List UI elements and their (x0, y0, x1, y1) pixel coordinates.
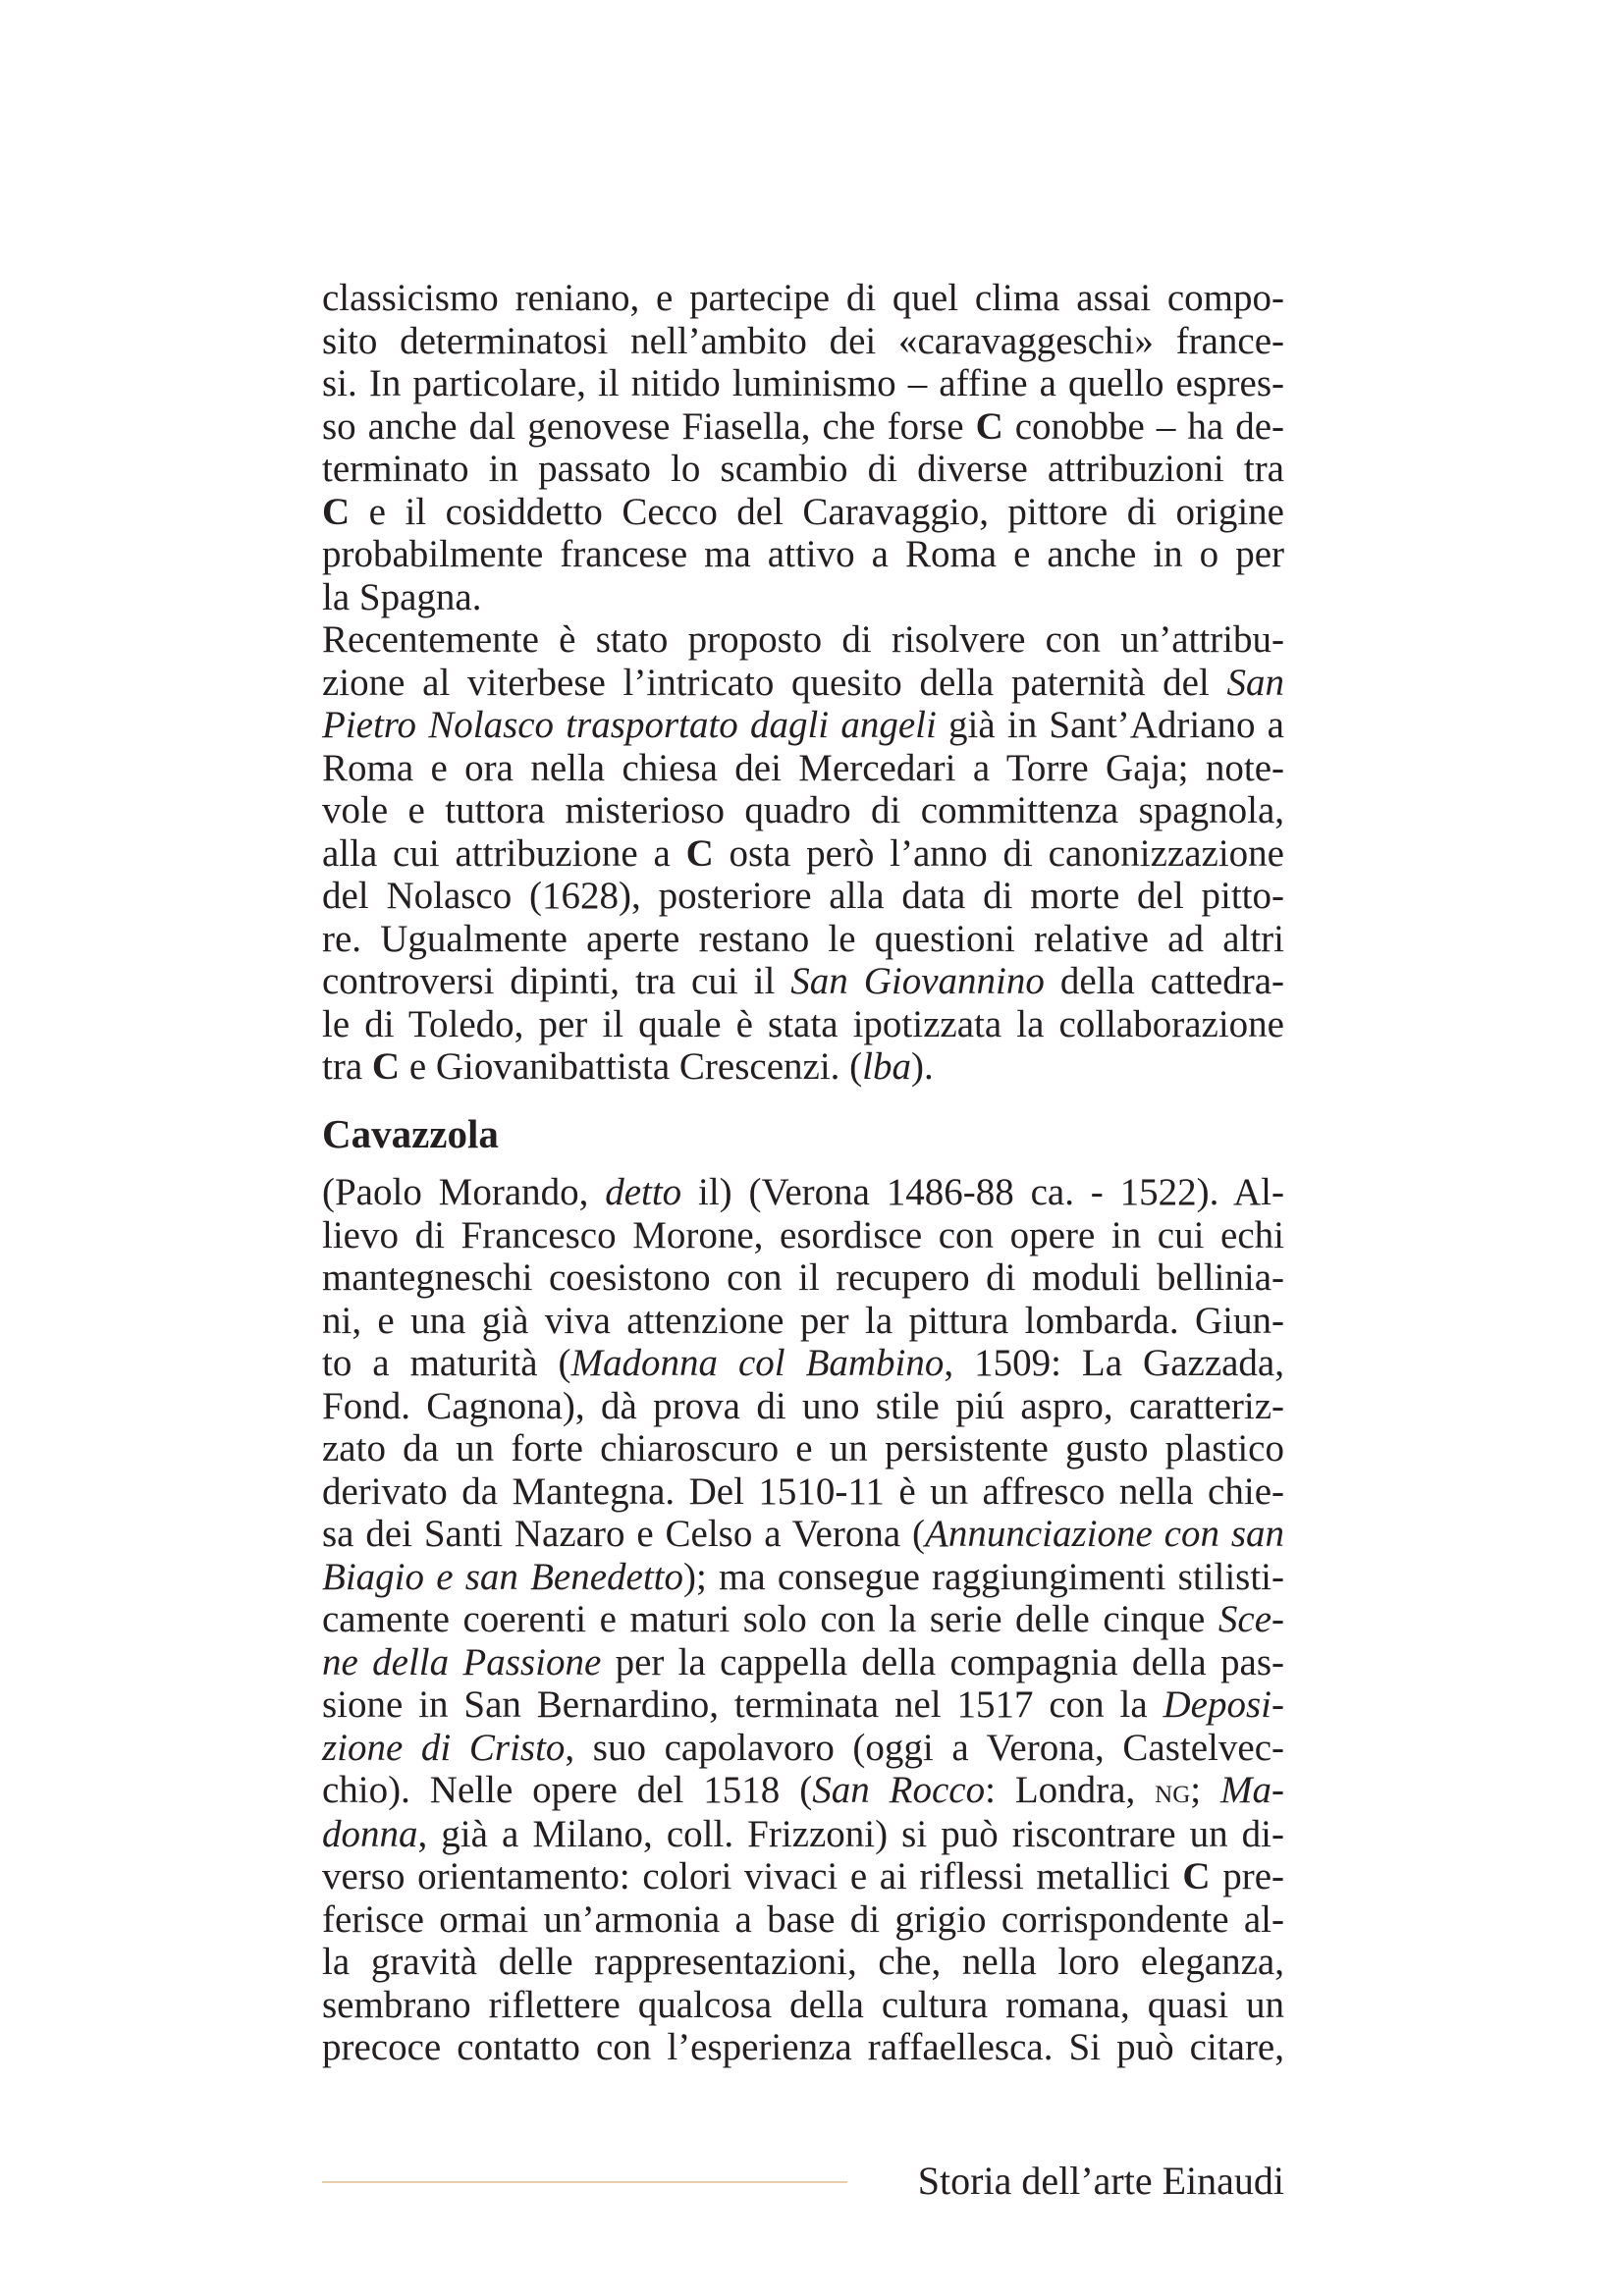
text-run: verso orientamento: colori vivaci e ai riflessi metallici (322, 1855, 1183, 1897)
text-line (322, 747, 1284, 790)
artwork-title: Deposi- (1163, 1683, 1284, 1726)
artwork-title: Ma- (1220, 1769, 1284, 1811)
text-run: della cattedra- (1044, 960, 1284, 1002)
text-line (322, 789, 1284, 832)
footer-title: Storia dell’arte Einaudi (917, 2159, 1284, 2203)
text-run: ferisce ormai un’armonia a base di grigio corrispondente al- (322, 1897, 1284, 1941)
text-run: per la cappella della compagnia della pas- (601, 1640, 1284, 1683)
text-line (322, 704, 1284, 747)
text-run: sa dei Santi Nazaro e Celso a Verona ( (322, 1513, 925, 1555)
text-run: sembrano riflettere qualcosa della cultura romana, quasi un (322, 1983, 1284, 2026)
text-line (322, 618, 1284, 662)
artwork-title: ne della Passione (322, 1640, 602, 1683)
text-run: (Paolo Morando, (322, 1171, 606, 1213)
text-run: detto (605, 1171, 682, 1213)
author-abbrev: C (685, 831, 714, 875)
text-line (322, 1045, 1284, 1089)
text-run: e il cosiddetto Cecco del Caravaggio, pittore di origine (350, 490, 1284, 533)
text-run: Fond. Cagnona), dà prova di uno stile piú aspro, caratteriz- (322, 1384, 1284, 1427)
text-line (322, 662, 1284, 705)
text-line (322, 1683, 1284, 1727)
text-line (322, 1214, 1284, 1257)
text-line (322, 448, 1284, 491)
artwork-title: San Rocco (812, 1769, 986, 1811)
text-run: classicismo reniano, e partecipe di quel clima assai compo- (322, 277, 1284, 319)
text-run: Roma e ora nella chiesa dei Mercedari a Torre Gaja; note- (322, 746, 1284, 789)
text-run: alla cui attribuzione a (322, 831, 686, 875)
text-run: ; (1190, 1769, 1221, 1811)
text-run: terminato in passato lo scambio di diverse attribuzioni tra (322, 448, 1284, 490)
text-line (322, 1003, 1284, 1046)
text-line (322, 918, 1284, 961)
text-run: la Spagna. (322, 575, 482, 618)
entry-heading: Cavazzola (322, 1111, 499, 1156)
text-run: probabilmente francese ma attivo a Roma e anche in o per (322, 533, 1284, 575)
text-line (322, 1342, 1284, 1385)
text-line (322, 1470, 1284, 1514)
text-run: , 1509: La Gazzada, (944, 1342, 1284, 1384)
text-line (322, 875, 1284, 918)
text-run: , suo capolavoro (oggi a Verona, Castelvec- (565, 1726, 1284, 1769)
text-run: ). (911, 1045, 934, 1088)
text-line (322, 1941, 1284, 1984)
text-run: Recentemente è stato proposto di risolvere con un’attribu- (322, 618, 1284, 661)
text-run: il) (Verona 1486-88 ca. - 1522). Al- (681, 1171, 1284, 1213)
text-run: le di Toledo, per il quale è stata ipotizzata la collaborazione (322, 1002, 1284, 1045)
artwork-title: San Giovannino (790, 960, 1045, 1002)
text-run: controversi dipinti, tra cui il (322, 960, 791, 1002)
text-run: ni, e una già viva attenzione per la pittura lombarda. Giun- (322, 1299, 1284, 1342)
text-run: camente coerenti e maturi solo con la serie delle cinque (322, 1598, 1218, 1640)
text-line (322, 320, 1284, 363)
text-run: ); ma consegue raggiungimenti stilisti- (683, 1555, 1285, 1598)
text-line (322, 362, 1284, 405)
text-line (322, 1813, 1284, 1856)
artwork-title: Pietro Nolasco trasportato dagli angeli (322, 704, 937, 746)
text-run: pre- (1210, 1855, 1284, 1897)
text-run: re. Ugualmente aperte restano le questioni relative ad altri (322, 917, 1284, 960)
text-run: to a maturità ( (322, 1342, 571, 1384)
artwork-title: Biagio e san Benedetto (322, 1555, 683, 1598)
author-abbrev: C (975, 404, 1003, 448)
text-line (322, 832, 1284, 876)
author-abbrev: C (322, 490, 351, 533)
artwork-title: Sce- (1217, 1598, 1284, 1640)
text-line (322, 960, 1284, 1003)
footer-rule (322, 2181, 847, 2183)
text-run: tra (322, 1045, 372, 1088)
text-run: derivato da Mantegna. Del 1510-11 è un affresco nella chie- (322, 1469, 1284, 1513)
text-run: mantegneschi coesistono con il recupero di moduli belliniа- (322, 1256, 1284, 1299)
text-run: zione al viterbese l’intricato quesito della paternità del (322, 661, 1227, 704)
text-line (322, 1385, 1284, 1428)
artwork-title: San (1226, 661, 1284, 704)
text-run: so anche dal genovese Fiasella, che forse (322, 404, 976, 448)
text-line (322, 1513, 1284, 1556)
text-line (322, 1769, 1284, 1813)
text-line (322, 277, 1284, 320)
text-run: vole e tuttora misterioso quadro di committenza spagnola, (322, 789, 1284, 831)
artwork-title: zione di Cristo (322, 1726, 566, 1769)
text-run: già in Sant’Adriano a (936, 704, 1284, 746)
entry-body (322, 1171, 1284, 2069)
text-run: osta però l’anno di canonizzazione (713, 831, 1284, 875)
text-line (322, 1256, 1284, 1300)
text-run: sione in San Bernardino, terminata nel 1517 con la (322, 1683, 1163, 1726)
text-line (322, 1300, 1284, 1343)
text-line (322, 533, 1284, 576)
artwork-title: Annunciazione con san (925, 1513, 1285, 1555)
artwork-title: donna (322, 1812, 418, 1855)
text-line (322, 491, 1284, 534)
text-run: si. In particolare, il nitido luminismo – affine a quello espres- (322, 362, 1284, 404)
body-text-top (322, 277, 1284, 1089)
text-run: conobbe – ha de- (1002, 404, 1284, 448)
text-run: chio). Nelle opere del 1518 ( (322, 1769, 813, 1811)
author-abbrev: C (371, 1045, 401, 1088)
text-line (322, 576, 1284, 619)
text-line (322, 1427, 1284, 1470)
text-line (322, 1556, 1284, 1599)
text-line (322, 405, 1284, 449)
page-footer (322, 2156, 1284, 2207)
author-abbrev: C (1182, 1855, 1211, 1897)
author-initials: lba (862, 1045, 911, 1088)
museum-abbrev: ng (1155, 1771, 1191, 1810)
text-run: zato da un forte chiaroscuro e un persistente gusto plastico (322, 1427, 1284, 1469)
text-run: e Giovanibattista Crescenzi. ( (400, 1045, 863, 1088)
text-line (322, 1171, 1284, 1214)
text-line (322, 1855, 1284, 1898)
text-line (322, 1898, 1284, 1942)
text-run: la gravità delle rappresentazioni, che, nella loro eleganza, (322, 1941, 1284, 1983)
text-run: precoce contatto con l’esperienza raffaellesca. Si può citare, (322, 2026, 1284, 2068)
text-line (322, 1598, 1284, 1641)
text-line (322, 2026, 1284, 2069)
text-run: sito determinatosi nell’ambito dei «caravaggeschi» france- (322, 319, 1284, 362)
artwork-title: Madonna col Bambino (570, 1342, 945, 1384)
text-run: , già a Milano, coll. Frizzoni) si può riscontrare un di- (417, 1812, 1284, 1855)
text-line (322, 1727, 1284, 1770)
text-run: del Nolasco (1628), posteriore alla data di morte del pitto- (322, 875, 1284, 917)
text-line (322, 1641, 1284, 1684)
text-run: : Londra, (985, 1769, 1156, 1811)
text-run: lievo di Francesco Morone, esordisce con opere in cui echi (322, 1213, 1284, 1256)
text-line (322, 1984, 1284, 2027)
